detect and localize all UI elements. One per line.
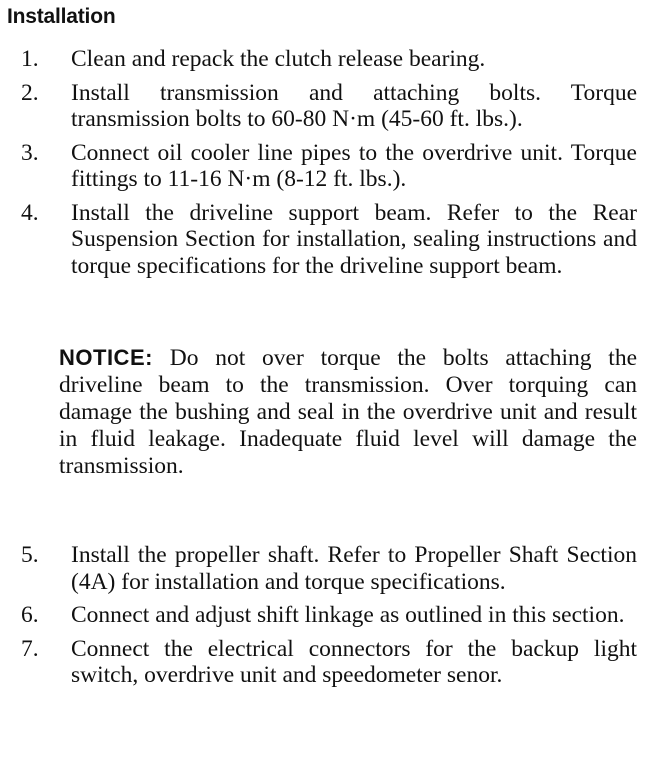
step-text: Install the propeller shaft. Refer to Propeller Shaft Section (4A) for installation and torque specifications.: [71, 542, 637, 595]
step-item: [0, 140, 672, 193]
notice-label: NOTICE:: [59, 345, 153, 370]
step-item: [0, 542, 672, 595]
steps-list-after-notice: [0, 542, 672, 689]
step-number: 7.: [21, 635, 39, 662]
notice-text: Do not over torque the bolts attaching the driveline beam to the transmission. Over torquing can damage the bushing and seal in the overdrive unit and result in fluid leakage. Inadequate fluid level will damage the transmission.: [59, 345, 637, 479]
step-item: [0, 602, 672, 629]
notice-block: [59, 344, 637, 480]
step-text: Install the driveline support beam. Refer to the Rear Suspension Section for installation, sealing instructions and torque specifications for the driveline support beam.: [71, 199, 637, 279]
step-number: 1.: [21, 46, 39, 72]
step-number: 6.: [21, 602, 39, 628]
step-item: [0, 200, 672, 280]
steps-list-before-notice: [0, 46, 672, 279]
step-number: 2.: [21, 79, 39, 106]
step-text: Clean and repack the clutch release bearing.: [71, 46, 486, 72]
step-item: [0, 636, 672, 689]
step-text: Connect the electrical connectors for the backup light switch, overdrive unit and speedometer senor.: [71, 635, 637, 688]
step-number: 4.: [21, 199, 39, 226]
step-number: 3.: [21, 139, 39, 166]
step-text: Connect oil cooler line pipes to the overdrive unit. Torque fittings to 11-16 N·m (8-12 ft. lbs.).: [71, 139, 637, 192]
step-number: 5.: [21, 542, 39, 568]
section-heading: Installation: [7, 5, 116, 28]
step-item: [0, 46, 672, 73]
step-text: Install transmission and attaching bolts. Torque transmission bolts to 60-80 N·m (45-60 ft. lbs.).: [71, 79, 637, 132]
step-text: Connect and adjust shift linkage as outlined in this section.: [71, 602, 625, 628]
step-item: [0, 80, 672, 133]
